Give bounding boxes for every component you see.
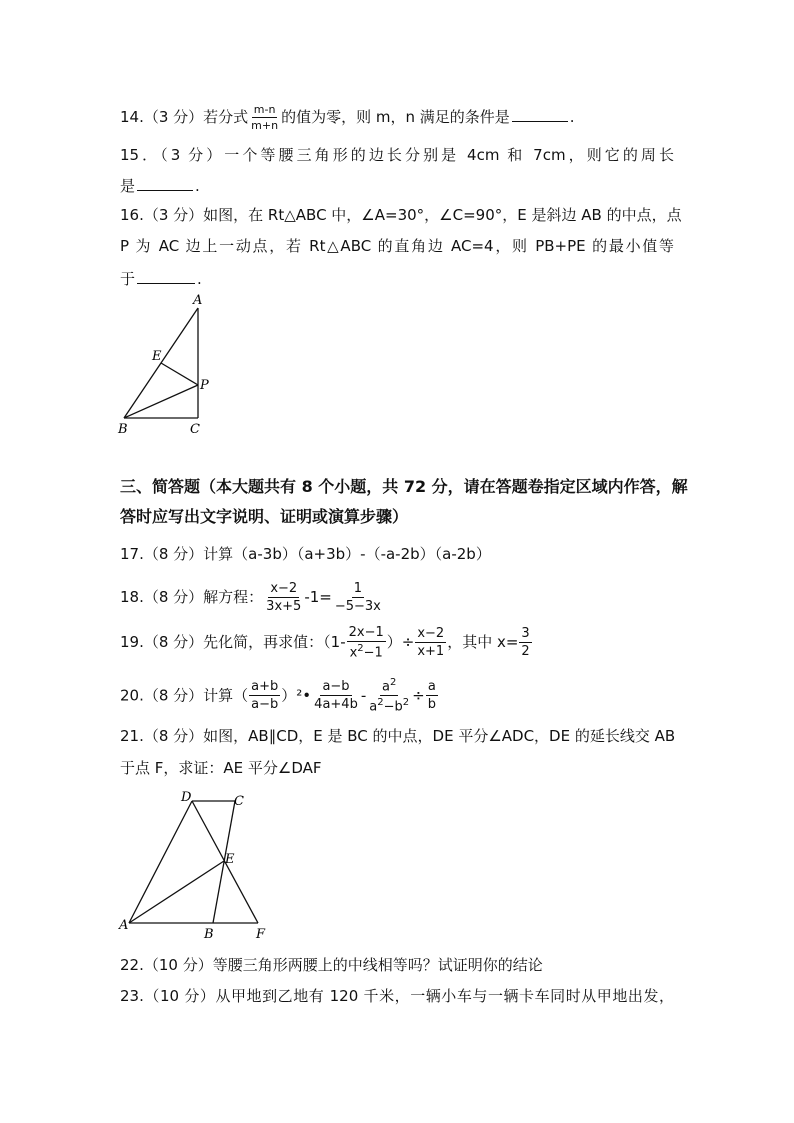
q20-fraction-2 [312, 680, 360, 711]
q18-f2-num: 1 [353, 581, 362, 596]
q20-pow: ）²• [281, 686, 312, 705]
fig2-label-a: A [119, 918, 129, 933]
q19-f1-den-tail: −1 [363, 645, 383, 661]
fig2-label-c: C [234, 794, 244, 809]
q20-f4-num: a [427, 679, 436, 695]
fig2-label-d: D [181, 790, 192, 805]
q19-fraction-2 [415, 627, 446, 658]
q16-answer-blank [137, 268, 195, 284]
q18-mid: -1= [304, 588, 332, 606]
fig2-segment-da [129, 801, 192, 923]
q19-prefix: 19.（8 分）先化简，再求值：（1- [120, 633, 346, 652]
figure-trapezoid [112, 786, 282, 944]
q20-f2-den: 4a+4b [314, 697, 358, 713]
q20-fraction-3 [367, 678, 411, 714]
question-14 [120, 104, 575, 131]
q20-f3-den [367, 696, 411, 713]
q19-f1-den [348, 642, 385, 659]
q19-fraction-3 [519, 627, 531, 658]
q20-f2-num: a−b [322, 679, 350, 695]
section-3-heading-line1: 三、简答题（本大题共有 8 个小题，共 72 分，请在答题卷指定区域内作答，解 [120, 477, 688, 496]
q20-fraction-4 [426, 680, 438, 711]
q19-f2-num: x−2 [417, 626, 445, 642]
q20-f3-den-exp2: 2 [402, 697, 410, 709]
figure-triangle-abc [112, 292, 222, 442]
q16-prefix: 于 [120, 270, 136, 288]
fig1-label-c: C [190, 422, 200, 437]
q18-fraction-left [264, 582, 303, 613]
question-21-line2: 于点 F，求证：AE 平分∠DAF [120, 759, 322, 777]
fig2-label-e: E [225, 852, 235, 867]
q20-minus: - [360, 686, 367, 705]
fig2-label-b: B [204, 927, 214, 942]
q19-f1-den-exp: 2 [357, 643, 364, 654]
question-20 [120, 678, 439, 714]
question-15-line1: 15．（3 分）一个等腰三角形的边长分别是 4cm 和 7cm，则它的周长 [120, 146, 674, 164]
q20-fraction-1 [249, 680, 280, 711]
question-17: 17.（8 分）计算（a-3b）（a+3b）-（-a-2b）（a-2b） [120, 545, 491, 563]
q19-f3-den: 2 [521, 644, 530, 660]
q14-end: . [569, 108, 575, 126]
q18-f1-den: 3x+5 [266, 599, 302, 614]
q19-f1-den-base: x [349, 645, 358, 661]
fig1-label-a: A [193, 293, 203, 308]
question-19 [120, 626, 533, 659]
question-15-line2 [120, 175, 200, 196]
q20-f1-num: a+b [251, 679, 279, 695]
q20-f3-den-exp1: 2 [377, 697, 384, 709]
q20-f3-num-exp: 2 [389, 677, 397, 688]
q14-prefix: 14.（3 分）若分式 [120, 108, 249, 126]
fig1-label-b: B [118, 422, 128, 437]
q20-f3-den-mid: −b [383, 699, 403, 715]
section-3-heading-line2: 答时应写出文字说明、证明或演算步骤） [120, 507, 409, 526]
q20-f3-den-base: a [369, 699, 378, 715]
fig1-label-e: E [152, 349, 162, 364]
q19-f2-den: x+1 [417, 644, 445, 660]
q14-suffix: 的值为零，则 m，n 满足的条件是 [281, 108, 510, 126]
q14-frac-num: m-n [253, 103, 276, 116]
question-16-line2: P 为 AC 边上一动点，若 Rt△ABC 的直角边 AC=4，则 PB+PE 的最小值等 [120, 237, 674, 255]
q15-end: . [195, 177, 200, 195]
q18-prefix: 18.（8 分）解方程： [120, 588, 264, 606]
fig2-label-f: F [256, 927, 266, 942]
q20-f4-den: b [427, 697, 436, 713]
q20-f3-num [380, 678, 398, 696]
q18-f2-den: −5−3x [334, 599, 381, 614]
question-21-line1: 21.（8 分）如图，AB∥CD，E 是 BC 的中点，DE 平分∠ADC，DE 的延长线交 AB [120, 727, 676, 745]
q20-prefix: 20.（8 分）计算（ [120, 686, 249, 705]
q18-f1-num: x−2 [270, 581, 298, 596]
fig1-segment-ep [161, 363, 198, 385]
fig2-segment-ae [129, 861, 224, 923]
q14-frac-den: m+n [251, 119, 279, 132]
q19-fraction-1 [347, 626, 386, 659]
question-23: 23.（10 分）从甲地到乙地有 120 千米，一辆小车与一辆卡车同时从甲地出发， [120, 987, 674, 1005]
q19-tail: ，其中 x= [447, 633, 519, 652]
q14-fraction [249, 104, 280, 131]
q20-f3-num-base: a [382, 679, 390, 695]
q19-mid: ）÷ [386, 633, 415, 652]
q19-f3-num: 3 [521, 626, 530, 642]
q18-fraction-right [333, 582, 383, 613]
question-18 [120, 582, 384, 613]
fig1-label-p: P [200, 378, 209, 393]
q15-prefix: 是 [120, 177, 136, 195]
question-22: 22.（10 分）等腰三角形两腰上的中线相等吗？试证明你的结论 [120, 956, 543, 974]
q20-div: ÷ [412, 686, 425, 705]
question-16-line1: 16.（3 分）如图，在 Rt△ABC 中，∠A=30°，∠C=90°，E 是斜边 AB 的中点，点 [120, 206, 682, 224]
q19-f1-num: 2x−1 [348, 625, 384, 640]
q16-end: . [197, 270, 202, 288]
question-16-line3 [120, 268, 202, 289]
q15-answer-blank [137, 175, 193, 191]
q20-f1-den: a−b [251, 697, 279, 713]
q14-answer-blank [512, 106, 568, 122]
